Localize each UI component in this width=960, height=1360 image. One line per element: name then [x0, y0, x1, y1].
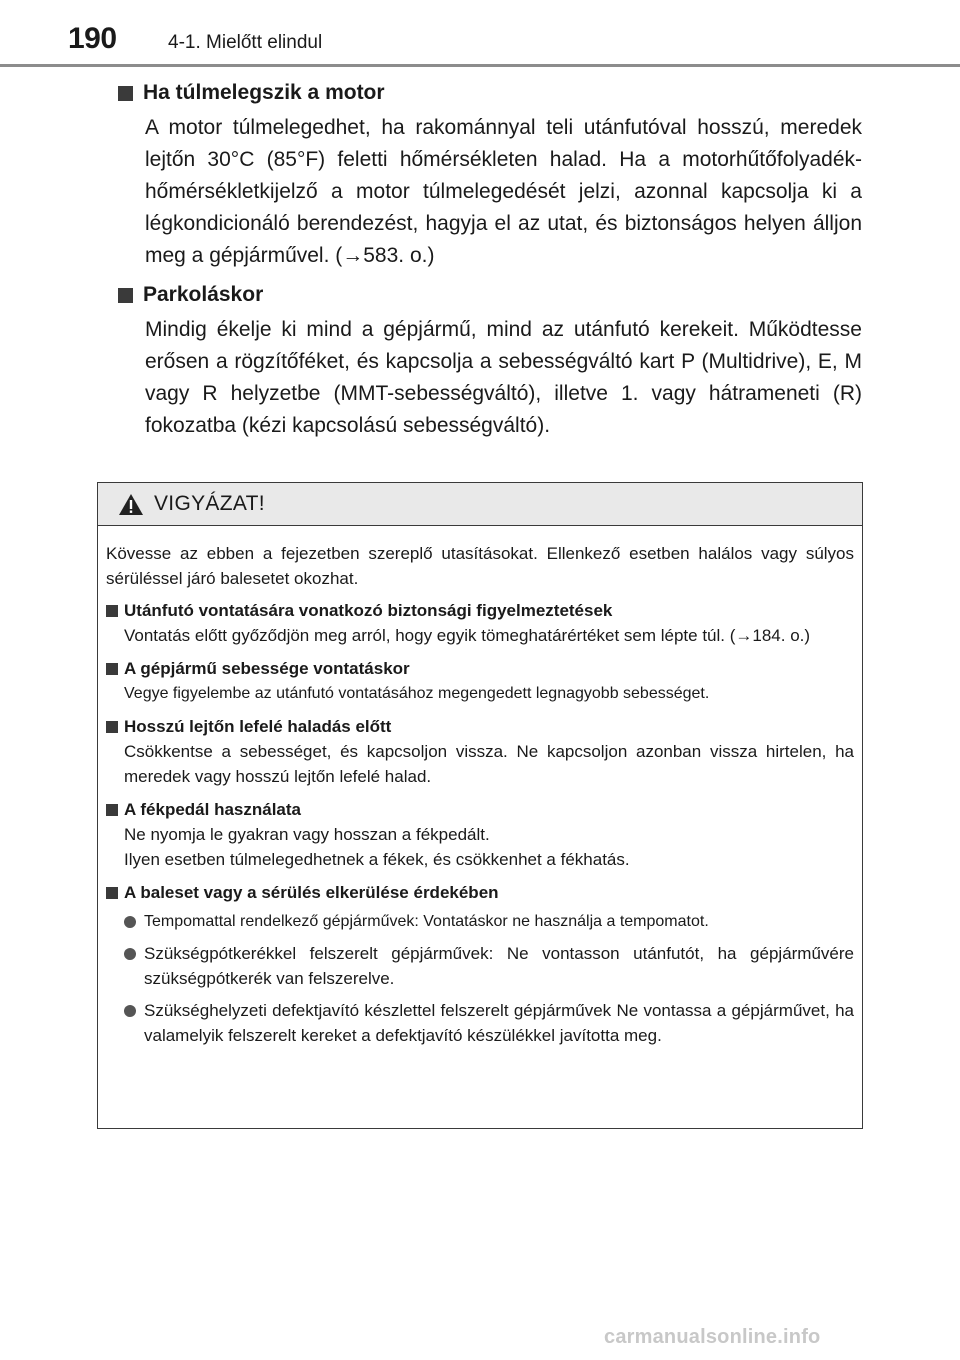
page-header — [0, 0, 960, 66]
bullet-text: Szükséghelyzeti defektjavító készlettel felszerelt gépjárművek Ne vontassa a gépjárművet, ha valamelyik felszerelt kereket a defektjavító készülékkel javította meg. — [144, 1001, 854, 1045]
caution-item-text: Ne nyomja le gyakran vagy hosszan a fékpedált. Ilyen esetben túlmelegedhetnek a fékek, és csökkenhet a fékhatás. — [124, 825, 630, 869]
caution-item-heading-text: Hosszú lejtőn lefelé haladás előtt — [124, 717, 392, 736]
section-body: Mindig ékelje ki mind a gépjármű, mind az utánfutó kerekeit. Működtesse erősen a rögzítőféket, és kapcsolja a sebességváltó kart P (Multidrive), E, M vagy R helyzetbe (MMT-sebességváltó), illetve 1. vagy hátrameneti (R) fokozatba (kézi kapcsolású sebességváltó). — [145, 318, 862, 437]
caution-item — [106, 880, 854, 1048]
caution-item-text: Vontatás előtt győződjön meg arról, hogy egyik tömeghatárértéket sem lépte túl. (→184. o.) — [124, 626, 811, 645]
header-divider — [0, 64, 960, 67]
caution-item — [106, 714, 854, 789]
section-heading-text: Ha túlmelegszik a motor — [143, 81, 385, 104]
square-bullet-icon — [106, 663, 118, 675]
square-bullet-icon — [106, 887, 118, 899]
square-bullet-icon — [106, 721, 118, 733]
section-body: A motor túlmelegedhet, ha rakománnyal teli utánfutóval hosszú, meredek lejtőn 30°C (85°F) feletti hőmérsékleten halad. Ha a motorhűtőfolyadék-hőmérsékletkijelző a motor túlmelegedését jelzi, azonnal kapcsolja ki a légkondicionáló berendezést, hagyja el az utat, és biztonságos helyen álljon meg a gépjárművel. (→583. o.) — [145, 116, 862, 267]
section-overheating — [118, 78, 862, 272]
watermark: carmanualsonline.info — [604, 1326, 821, 1348]
caution-item — [106, 797, 854, 872]
page-number: 190 — [68, 22, 117, 55]
caution-item-heading — [106, 797, 854, 822]
square-bullet-icon — [106, 804, 118, 816]
caution-item-text: Vegye figyelembe az utánfutó vontatásához megengedett legnagyobb sebességet. — [124, 685, 710, 702]
caution-box — [97, 482, 863, 1129]
caution-item-heading-text: A fékpedál használata — [124, 800, 301, 819]
caution-item-heading — [106, 656, 854, 681]
round-bullet-icon — [124, 948, 136, 960]
square-bullet-icon — [106, 605, 118, 617]
caution-header — [98, 483, 862, 526]
caution-item-heading — [106, 598, 854, 623]
square-bullet-icon — [118, 288, 133, 303]
warning-triangle-icon — [118, 493, 144, 516]
section-heading — [118, 78, 862, 108]
caution-item — [106, 656, 854, 706]
square-bullet-icon — [118, 86, 133, 101]
caution-item-heading-text: A baleset vagy a sérülés elkerülése érdekében — [124, 883, 499, 902]
section-heading-text: Parkoláskor — [143, 283, 264, 306]
caution-item — [106, 598, 854, 648]
main-content — [118, 78, 862, 450]
caution-body — [98, 526, 862, 1048]
bullet-text: Tempomattal rendelkező gépjárművek: Vontatáskor ne használja a tempomatot. — [144, 913, 709, 930]
list-item — [124, 998, 854, 1048]
caution-intro: Kövesse az ebben a fejezetben szereplő utasításokat. Ellenkező esetben halálos vagy súlyos sérüléssel járó balesetet okozhat. — [106, 544, 854, 588]
round-bullet-icon — [124, 916, 136, 928]
caution-item-heading-text: A gépjármű sebessége vontatáskor — [124, 659, 410, 678]
section-parking — [118, 280, 862, 442]
caution-item-heading — [106, 880, 854, 905]
bullet-list — [124, 909, 854, 1048]
list-item — [124, 909, 854, 934]
caution-title: VIGYÁZAT! — [154, 492, 265, 515]
section-title: 4-1. Mielőtt elindul — [168, 32, 323, 53]
caution-item-heading — [106, 714, 854, 739]
section-heading — [118, 280, 862, 310]
caution-item-text: Csökkentse a sebességet, és kapcsoljon vissza. Ne kapcsoljon azonban vissza hirtelen, ha meredek vagy hosszú lejtőn lefelé halad. — [124, 742, 854, 786]
bullet-text: Szükségpótkerékkel felszerelt gépjárművek: Ne vontasson utánfutót, ha gépjárművére szükségpótkerék van felszerelve. — [144, 944, 854, 988]
caution-item-heading-text: Utánfutó vontatására vonatkozó biztonsági figyelmeztetések — [124, 601, 613, 620]
list-item — [124, 941, 854, 991]
round-bullet-icon — [124, 1005, 136, 1017]
